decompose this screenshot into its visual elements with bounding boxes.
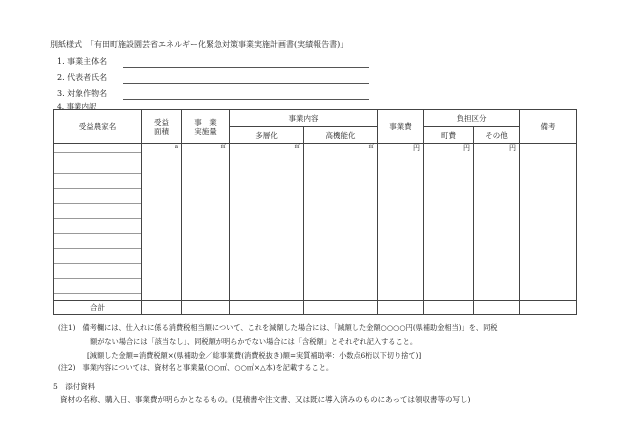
field-business-entity-line[interactable] bbox=[123, 67, 369, 68]
header-cost: 事業費 bbox=[378, 110, 424, 144]
cell-cost[interactable]: 円 bbox=[378, 144, 424, 301]
form-title: 別紙様式 「有田町施設園芸省エネルギー化緊急対策事業実施計画書(実績報告書)」 bbox=[50, 40, 349, 49]
cell-town-cost[interactable]: 円 bbox=[424, 144, 474, 301]
header-multilayer: 多層化 bbox=[230, 127, 304, 144]
cell-scale[interactable]: ㎡ bbox=[182, 144, 230, 301]
header-burden: 負担区分 bbox=[424, 110, 520, 127]
note-1-formula: [減額した金額=消費税額×(県補助金／総事業費(消費税抜き)額=実質補助率：小数点6桁以下切り捨て)] bbox=[87, 351, 422, 360]
total-remarks[interactable] bbox=[520, 301, 577, 315]
field-business-entity-label: 1. 事業主体名 bbox=[57, 57, 108, 66]
cell-multilayer[interactable]: ㎡ bbox=[230, 144, 304, 301]
cell-area[interactable]: a bbox=[142, 144, 182, 301]
header-town-cost: 町費 bbox=[424, 127, 474, 144]
breakdown-table bbox=[53, 109, 577, 315]
header-area: 受益 面積 bbox=[142, 110, 182, 144]
section-4-heading: 4. 事業内訳 bbox=[57, 102, 97, 111]
header-content: 事業内容 bbox=[230, 110, 378, 127]
header-scale: 事 業 実施量 bbox=[182, 110, 230, 144]
cell-recipient[interactable] bbox=[54, 144, 142, 301]
total-area[interactable] bbox=[142, 301, 182, 315]
total-cost[interactable] bbox=[378, 301, 424, 315]
cell-remarks[interactable] bbox=[520, 144, 577, 301]
field-representative-line[interactable] bbox=[123, 83, 369, 84]
header-high-function: 高機能化 bbox=[304, 127, 378, 144]
note-1-line-2: 額がない場合には「該当なし」、同税額が明らかでない場合には「含税額」とそれぞれ記入すること。 bbox=[90, 337, 418, 346]
field-crop-label: 3. 対象作物名 bbox=[57, 89, 108, 98]
cell-other[interactable]: 円 bbox=[474, 144, 520, 301]
total-scale[interactable] bbox=[182, 301, 230, 315]
field-crop-line[interactable] bbox=[123, 99, 369, 100]
total-multilayer[interactable] bbox=[230, 301, 304, 315]
cell-high-function[interactable]: ㎡ bbox=[304, 144, 378, 301]
section-5-heading: 5 添付資料 bbox=[53, 382, 96, 391]
header-other: その他 bbox=[474, 127, 520, 144]
total-label: 合計 bbox=[54, 301, 142, 315]
header-recipient: 受益農家名 bbox=[54, 110, 142, 144]
total-high-function[interactable] bbox=[304, 301, 378, 315]
total-other[interactable] bbox=[474, 301, 520, 315]
section-5-text: 資材の名称、購入日、事業費が明らかとなるもの。(見積書や注文書、又は既に導入済みのものにあっては領収書等の写し) bbox=[60, 395, 471, 404]
header-remarks: 備考 bbox=[520, 110, 577, 144]
total-town-cost[interactable] bbox=[424, 301, 474, 315]
note-2: (注2) 事業内容については、資材名と事業量(○○㎡、○○㎡×△本)を記載すること。 bbox=[58, 363, 334, 372]
field-representative-label: 2. 代表者氏名 bbox=[57, 73, 108, 82]
note-1-line-1: (注1) 備考欄には、仕入れに係る消費税相当額について、これを減額した場合には、「減額した金額○○○○円(県補助金相当)」を、同税 bbox=[58, 323, 498, 332]
